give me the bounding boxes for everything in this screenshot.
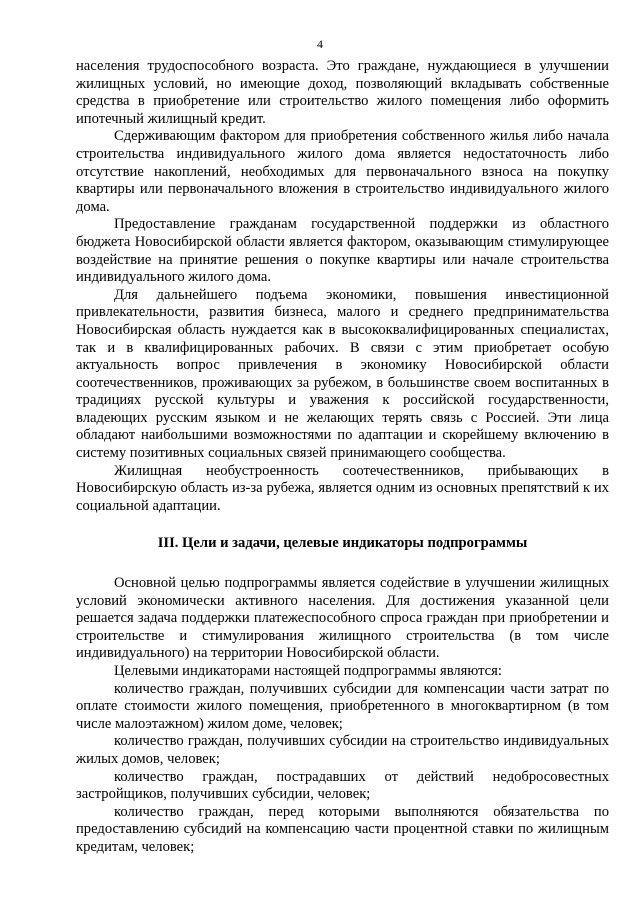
paragraph: Для дальнейшего подъема экономики, повышения инвестиционной привлекательности, развития бизнеса, малого и среднего предпринимательства Новосибирская область нуждается как в высококвалифицированных специалистах, так и в квалифицированных рабочих. В связи с этим приобретает особую актуальность вопрос привлечения в экономику Новосибирской области соотечественников, проживающих за рубежом, в большинстве своем воспитанных в традициях русской культуры и уважения к российской государственности, владеющих русским языком и не желающих терять связь с Россией. Эти лица обладают наибольшими возможностями по адаптации и скорейшему включению в систему позитивных социальных связей принимающего сообщества. bbox=[76, 286, 609, 462]
page-number: 4 bbox=[317, 37, 323, 51]
paragraph: населения трудоспособного возраста. Это граждане, нуждающиеся в улучшении жилищных условий, но имеющие доход, позволяющий вкладывать собственные средства в приобретение или строительство жилого помещения либо оформить ипотечный жилищный кредит. bbox=[76, 58, 609, 127]
list-item: количество граждан, пострадавших от действий недобросовестных застройщиков, получивших субсидии, человек; bbox=[76, 768, 609, 803]
paragraph: Жилищная необустроенность соотечественников, прибывающих в Новосибирскую область из-за рубежа, является одним из основных препятствий к их социальной адаптации. bbox=[76, 462, 609, 514]
section-heading: III. Цели и задачи, целевые индикаторы подпрограммы bbox=[157, 535, 528, 552]
list-item: количество граждан, перед которыми выполняются обязательства по предоставлению субсидий на компенсацию части процентной ставки по жилищным кредитам, человек; bbox=[76, 803, 609, 855]
paragraph: Сдерживающим фактором для приобретения собственного жилья либо начала строительства индивидуального жилого дома является недостаточность либо отсутствие накоплений, необходимых для первоначального взноса на покупку квартиры или первоначального вложения в строительство индивидуального жилого дома. bbox=[76, 128, 609, 215]
paragraph: Основной целью подпрограммы является содействие в улучшении жилищных условий экономически активного населения. Для достижения указанной цели решается задача поддержки платежеспособного спроса граждан при приобретении и строительстве и стимулирования жилищного строительства (в том числе индивидуального) на территории Новосибирской области. bbox=[76, 575, 609, 662]
paragraph: Целевыми индикаторами настоящей подпрограммы являются: bbox=[114, 663, 502, 679]
document-body bbox=[76, 58, 609, 857]
paragraph: Предоставление гражданам государственной поддержки из областного бюджета Новосибирской области является фактором, оказывающим стимулирующее воздействие на принятие решения о покупке квартиры или начале строительства индивидуального жилого дома. bbox=[76, 216, 609, 286]
list-item: количество граждан, получивших субсидии на строительство индивидуальных жилых домов, человек; bbox=[76, 733, 609, 767]
list-item: количество граждан, получивших субсидии для компенсации части затрат по оплате стоимости жилого помещения, приобретенного в многоквартирном (в том числе малоэтажном) жилом доме, человек; bbox=[76, 680, 609, 732]
